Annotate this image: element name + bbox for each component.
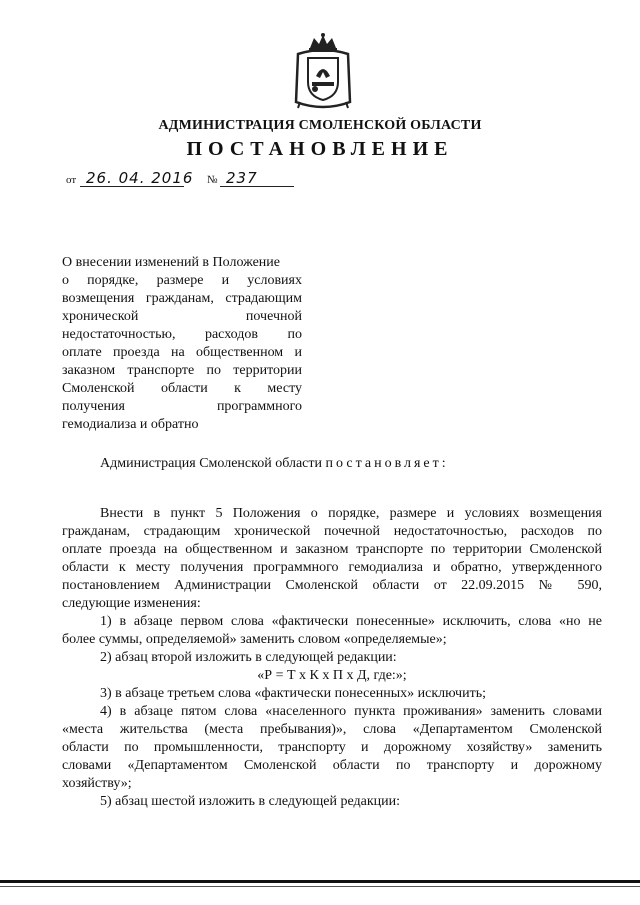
body-line: 4) в абзаце пятом слова «населенного пункта проживания» заменить словами xyxy=(100,704,602,719)
body-line: «Р = Т x К x П x Д, где:»; xyxy=(257,668,407,683)
subject-line: О внесении изменений в Положение xyxy=(62,255,281,270)
body-line: 1) в абзаце первом слова «фактически понесенные» исключить, слова «но не xyxy=(100,614,602,629)
body-line: 5) абзац шестой изложить в следующей редакции: xyxy=(100,794,400,809)
document-body xyxy=(62,505,602,811)
resolution-line xyxy=(100,456,449,472)
subject-line: недостаточностью, расходов по xyxy=(62,327,302,342)
coat-of-arms-icon xyxy=(290,32,356,110)
date-number-line xyxy=(66,168,306,190)
subject-line: хронической почечной xyxy=(62,309,302,324)
body-line: постановлением Администрации Смоленской области от 22.09.2015 № 590, xyxy=(62,578,602,593)
organization-name: АДМИНИСТРАЦИЯ СМОЛЕНСКОЙ ОБЛАСТИ xyxy=(158,118,482,133)
body-line: более суммы, определяемой» заменить словом «определяемые»; xyxy=(62,632,447,647)
resolution-spaced: постановляет: xyxy=(325,456,449,471)
body-line: хозяйству»; xyxy=(62,776,132,791)
number-label: № xyxy=(207,174,218,186)
body-line: области к месту получения программного гемодиализа и обратно, утвержденного xyxy=(62,560,602,575)
subject-line: получения программного xyxy=(62,399,302,414)
body-line: словами «Департаментом Смоленской области по транспорту и дорожному xyxy=(62,758,602,773)
resolution-lead: Администрация Смоленской области xyxy=(100,456,323,471)
number-value: 237 xyxy=(226,169,258,187)
document-subject xyxy=(62,254,302,434)
body-line: Внести в пункт 5 Положения о порядке, размере и условиях возмещения xyxy=(100,506,602,521)
date-label: от xyxy=(66,174,77,186)
subject-line: гемодиализа и обратно xyxy=(62,417,199,432)
body-line: оплате проезда на общественном и заказном транспорте по территории Смоленской xyxy=(62,542,602,557)
body-line: 2) абзац второй изложить в следующей редакции: xyxy=(100,650,397,665)
subject-line: о порядке, размере и условиях xyxy=(62,273,302,288)
subject-line: Смоленской области к месту xyxy=(62,381,302,396)
body-line: гражданам, страдающим хронической почечной недостаточностью, расходов по xyxy=(62,524,602,539)
date-value: 26. 04. 2016 xyxy=(86,169,194,187)
body-line: 3) в абзаце третьем слова «фактически понесенных» исключить; xyxy=(100,686,486,701)
body-line: следующие изменения: xyxy=(62,596,201,611)
subject-line: возмещения гражданам, страдающим xyxy=(62,291,302,306)
document-type: ПОСТАНОВЛЕНИЕ xyxy=(186,138,454,160)
bottom-border-thin xyxy=(0,886,640,887)
subject-line: оплате проезда на общественном и xyxy=(62,345,302,360)
subject-line: заказном транспорте по территории xyxy=(62,363,302,378)
body-line: «места жительства (места пребывания)», слова «Департаментом Смоленской xyxy=(62,722,602,737)
bottom-border xyxy=(0,880,640,883)
body-line: области по промышленности, транспорту и дорожному хозяйству» заменить xyxy=(62,740,602,755)
